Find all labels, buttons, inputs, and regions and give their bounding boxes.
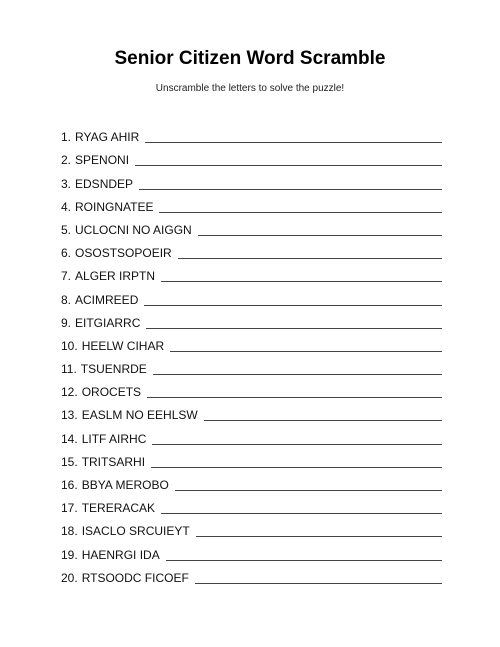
scrambled-word: HAENRGI IDA xyxy=(81,547,160,562)
scrambled-word: LITF AIRHC xyxy=(81,431,147,446)
answer-line xyxy=(159,212,442,213)
scrambled-word: TRITSARHI xyxy=(81,454,146,469)
item-number: 9. xyxy=(61,315,72,330)
scrambled-word: EDSNDEP xyxy=(75,176,134,191)
scramble-item xyxy=(61,238,442,261)
item-number: 6. xyxy=(61,246,72,261)
scramble-list xyxy=(61,122,442,586)
answer-line xyxy=(161,281,442,282)
scrambled-word: RYAG AHIR xyxy=(75,130,140,145)
instructions: Unscramble the letters to solve the puzzle! xyxy=(155,83,345,94)
scramble-item xyxy=(61,400,442,423)
scramble-item xyxy=(61,447,442,470)
item-number: 10. xyxy=(61,338,78,353)
scramble-item xyxy=(61,354,442,377)
scramble-item xyxy=(61,470,442,493)
scrambled-word: RTSOODC FICOEF xyxy=(81,570,189,585)
item-number: 4. xyxy=(61,199,72,214)
scrambled-word: TSUENRDE xyxy=(80,362,147,377)
item-number: 11. xyxy=(61,362,77,377)
scramble-item xyxy=(61,493,442,516)
answer-line xyxy=(139,189,442,190)
item-number: 3. xyxy=(61,176,72,191)
item-number: 18. xyxy=(61,524,78,539)
scramble-item xyxy=(61,145,442,168)
scrambled-word: OSOSTSOPOEIR xyxy=(75,246,172,261)
answer-line xyxy=(195,583,442,584)
answer-line xyxy=(152,444,442,445)
scrambled-word: SPENONI xyxy=(75,153,130,168)
answer-line xyxy=(135,165,442,166)
item-number: 8. xyxy=(61,292,72,307)
scramble-item xyxy=(61,168,442,191)
scramble-item xyxy=(61,215,442,238)
item-number: 19. xyxy=(61,547,78,562)
item-number: 2. xyxy=(61,153,72,168)
answer-line xyxy=(198,235,442,236)
item-number: 12. xyxy=(61,385,78,400)
scrambled-word: OROCETS xyxy=(81,385,142,400)
scrambled-word: ROINGNATEE xyxy=(75,199,154,214)
scramble-item xyxy=(61,284,442,307)
scrambled-word: EASLM NO EEHLSW xyxy=(81,408,198,423)
item-number: 13. xyxy=(61,408,78,423)
scrambled-word: TERERACAK xyxy=(81,501,156,516)
item-number: 16. xyxy=(61,478,78,492)
scramble-item xyxy=(61,539,442,562)
page-title: Senior Citizen Word Scramble xyxy=(114,48,386,69)
scrambled-word: ALGER IRPTN xyxy=(75,269,156,284)
item-number: 5. xyxy=(61,222,72,237)
scrambled-word: UCLOCNI NO AIGGN xyxy=(75,222,192,237)
item-number: 1. xyxy=(61,130,72,145)
item-number: 17. xyxy=(61,501,78,516)
scramble-item xyxy=(61,423,442,446)
answer-line xyxy=(196,536,442,537)
answer-line xyxy=(166,560,442,561)
answer-line xyxy=(144,305,442,306)
scrambled-word: ISACLO SRCUIEYT xyxy=(81,524,190,539)
answer-line xyxy=(153,374,442,375)
answer-line xyxy=(204,420,442,421)
answer-line xyxy=(175,490,442,491)
scramble-item xyxy=(61,331,442,354)
scrambled-word: BBYA MEROBO xyxy=(81,478,169,492)
scramble-item xyxy=(61,563,442,586)
answer-line xyxy=(170,351,442,352)
scramble-item xyxy=(61,516,442,539)
answer-line xyxy=(178,258,442,259)
item-number: 14. xyxy=(61,431,78,446)
scrambled-word: HEELW CIHAR xyxy=(81,338,165,353)
item-number: 20. xyxy=(61,570,78,585)
scramble-item xyxy=(61,192,442,215)
answer-line xyxy=(147,397,442,398)
answer-line xyxy=(146,328,442,329)
scramble-item xyxy=(61,308,442,331)
scrambled-word: EITGIARRC xyxy=(75,315,141,330)
answer-line xyxy=(151,467,442,468)
scrambled-word: ACIMREED xyxy=(75,292,139,307)
answer-line xyxy=(161,513,442,514)
answer-line xyxy=(145,142,442,143)
scramble-item xyxy=(61,261,442,284)
item-number: 7. xyxy=(61,269,72,284)
scramble-item xyxy=(61,377,442,400)
item-number: 15. xyxy=(61,454,78,469)
scramble-item xyxy=(61,122,442,145)
